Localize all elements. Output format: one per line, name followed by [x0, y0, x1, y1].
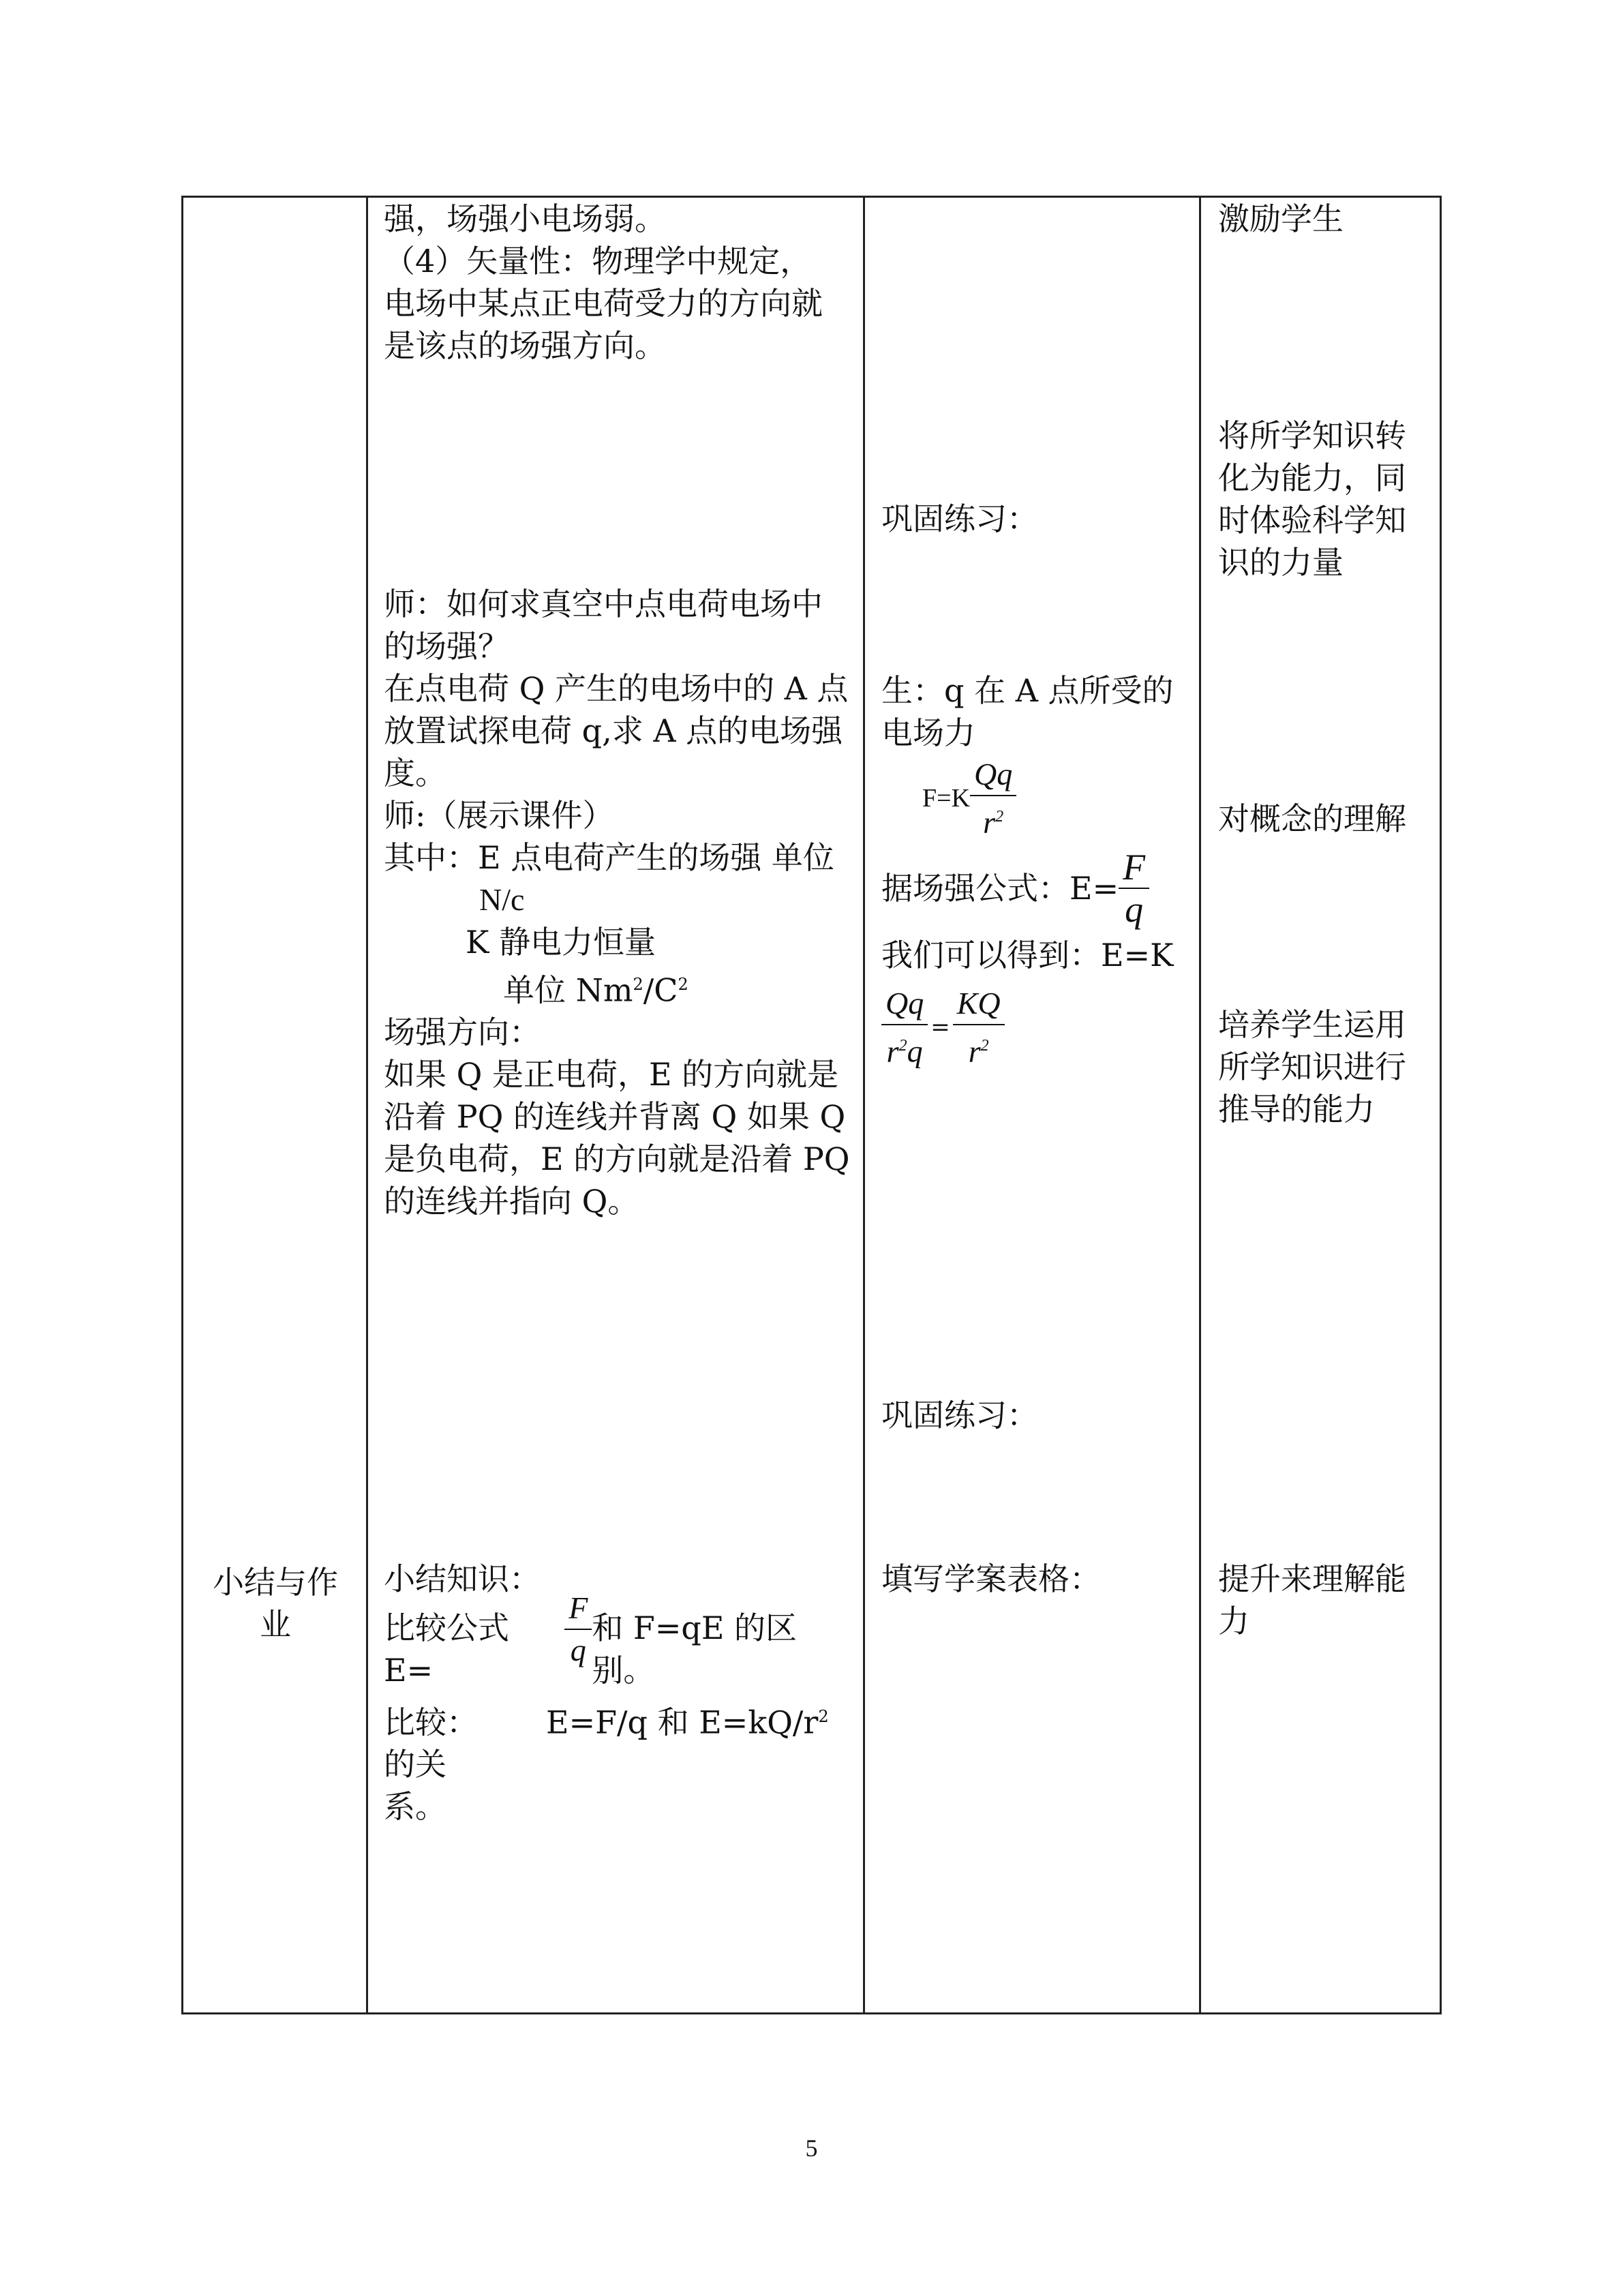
formula-coulomb — [881, 754, 1195, 843]
practice-label: 巩固练习： — [881, 1397, 1038, 1434]
text-line: 化为能力，同 — [1218, 459, 1406, 496]
formula-text: F=K — [922, 784, 971, 813]
student-derivation — [881, 669, 1195, 1072]
text-line: 在点电荷 Q 产生的电场中的 A 点 — [384, 670, 849, 707]
practice-label: 巩固练习： — [881, 500, 1038, 537]
column-divider — [366, 198, 368, 2012]
text-line: 生：q 在 A 点所受的 — [881, 672, 1174, 709]
numerator: F — [564, 1588, 592, 1630]
unit-label: /C — [643, 971, 678, 1009]
numerator: KQ — [953, 983, 1005, 1025]
text-line: K 静电力恒量 — [466, 924, 656, 961]
fraction-f-over-q — [1119, 847, 1149, 930]
teacher-content — [384, 198, 854, 367]
text-line — [384, 1695, 854, 1785]
exponent: 2 — [633, 975, 643, 994]
formula-text: E=F/q 和 E=kQ/r — [546, 1704, 819, 1741]
text-line: 识的力量 — [1218, 544, 1344, 581]
text-line: 师:（展示课件） — [384, 797, 614, 834]
text-line: 提升来理解能 — [1218, 1560, 1406, 1597]
design-note — [1218, 414, 1436, 584]
formula-text: 比较： — [384, 1704, 478, 1741]
text-line: 如果 Q 是正电荷，E 的方向就是 — [384, 1056, 839, 1093]
text-line: 将所学知识转 — [1218, 417, 1406, 454]
text-line: 推导的能力 — [1218, 1091, 1375, 1128]
text-line: 培养学生运用 — [1218, 1006, 1406, 1043]
formula-result — [881, 983, 1195, 1072]
text-line: 沿着 PQ 的连线并背离 Q 如果 Q — [384, 1098, 846, 1136]
text-line: 强，场强小电场弱。 — [384, 200, 666, 237]
text-line: 系。 — [384, 1788, 446, 1826]
text-line: 是负电荷，E 的方向就是沿着 PQ — [384, 1141, 850, 1178]
summary-content — [384, 1558, 854, 1828]
text-line — [384, 1590, 854, 1695]
numerator: Qq — [881, 983, 928, 1025]
design-note: 激励学生 — [1218, 200, 1344, 237]
design-note — [1218, 1003, 1436, 1130]
fill-table-label: 填写学案表格： — [881, 1560, 1101, 1597]
formula-field-def — [881, 847, 1195, 930]
section-label-summary: 小结与作业 — [213, 1564, 338, 1643]
unit-label: 单位 Nm — [503, 971, 633, 1009]
denominator: q — [570, 1633, 586, 1667]
fraction-f-over-q — [564, 1588, 592, 1671]
text-line: 师：如何求真空中点电荷电场中 — [384, 586, 823, 622]
column-divider — [1199, 198, 1201, 2012]
text-line: 小结知识： — [384, 1560, 541, 1597]
denominator: $r^2q$ — [886, 1033, 923, 1069]
text-line: N/c — [479, 882, 525, 917]
text-line: 度。 — [384, 755, 446, 791]
text-line — [384, 963, 854, 1011]
text-line: 电场中某点正电荷受力的方向就 — [384, 285, 823, 322]
exponent: 2 — [818, 1707, 829, 1726]
exponent: 2 — [678, 975, 688, 994]
text-line: 场强方向： — [384, 1014, 541, 1051]
text-line: 时体验科学知 — [1218, 502, 1406, 539]
numerator: F — [1119, 847, 1149, 889]
formula-text: 据场强公式：E= — [881, 870, 1119, 907]
denominator: $r^2$ — [968, 1033, 989, 1069]
denominator: q — [1125, 889, 1144, 931]
denominator: $r^2$ — [983, 804, 1004, 840]
text-line: 放置试探电荷 q,求 A 点的电场强 — [384, 712, 843, 749]
design-note — [1218, 1558, 1436, 1642]
formula-text: 的关 — [384, 1746, 446, 1783]
teacher-question — [384, 583, 854, 1222]
text-line: 电场力 — [881, 714, 975, 751]
text-line: 所学知识进行 — [1218, 1048, 1406, 1085]
fraction-qq-over-r2q — [881, 983, 928, 1072]
fraction-qq-over-r2 — [970, 754, 1016, 843]
equals-sign: = — [930, 1014, 950, 1042]
text-line: 是该点的场强方向。 — [384, 327, 666, 364]
text-line: 力 — [1218, 1603, 1249, 1640]
lesson-plan-table — [181, 196, 1442, 2014]
formula-text: 比较公式 E= — [384, 1610, 509, 1689]
text-line: 其中：E 点电荷产生的场强 单位 — [384, 839, 834, 876]
text-line: 我们可以得到：E=K — [881, 937, 1174, 974]
text-line: （4）矢量性：物理学中规定， — [384, 243, 812, 280]
text-line: 的连线并指向 Q。 — [384, 1183, 639, 1220]
text-line: 的场强？ — [384, 628, 509, 665]
numerator: Qq — [970, 754, 1016, 796]
fraction-kq-over-r2 — [953, 983, 1005, 1072]
design-note: 对概念的理解 — [1218, 800, 1406, 837]
formula-text: 和 F=qE 的区别。 — [592, 1610, 798, 1689]
column-divider — [863, 198, 865, 2012]
page-number: 5 — [805, 2134, 818, 2162]
